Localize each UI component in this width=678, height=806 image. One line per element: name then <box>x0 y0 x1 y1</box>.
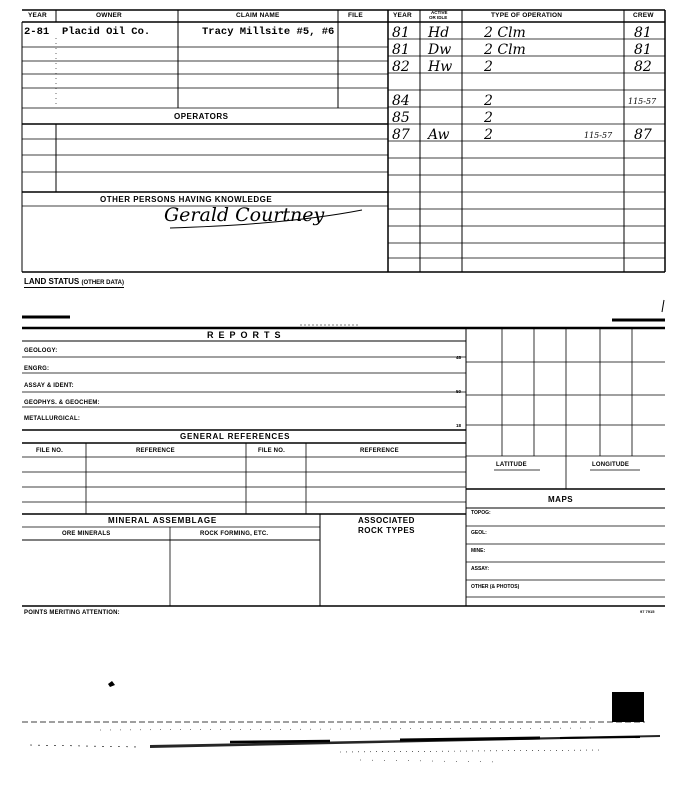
reference-header-1: REFERENCE <box>136 448 175 454</box>
land-status-label <box>24 278 124 288</box>
knowledge-signature: Gerald Courtney <box>164 204 325 226</box>
associated-rock-types-line1: ASSOCIATED <box>358 516 415 525</box>
general-references-title: GENERAL REFERENCES <box>180 432 291 441</box>
geophys-geochem-label: GEOPHYS. & GEOCHEM: <box>24 400 100 406</box>
reports-title: REPORTS <box>207 330 286 340</box>
points-meriting-attention-label: POINTS MERITING ATTENTION: <box>24 610 120 616</box>
work-row-type: 2 <box>484 59 493 75</box>
work-row-crew: 81 <box>634 42 652 58</box>
reports-number-50: 50 <box>456 389 462 394</box>
work-row-year: 82 <box>392 59 410 75</box>
crew-header: CREW <box>633 12 654 19</box>
land-status-main: LAND STATUS <box>24 277 80 286</box>
operators-title: OPERATORS <box>174 112 229 121</box>
type-of-operation-header: TYPE OF OPERATION <box>491 12 563 19</box>
work-row-crew: 82 <box>634 59 652 75</box>
work-row-year: 85 <box>392 110 410 126</box>
mine-label: MINE: <box>471 548 486 554</box>
work-row-year: 84 <box>392 93 410 109</box>
geology-label: GEOLOGY: <box>24 348 58 354</box>
form-code: 97 7915 <box>640 609 655 614</box>
engrg-label: ENGRG: <box>24 366 50 372</box>
other-photos-label: OTHER (& PHOTOS) <box>471 584 520 590</box>
land-status-sub: (OTHER DATA) <box>81 280 124 286</box>
work-row-year: 81 <box>392 42 410 58</box>
mineral-assemblage-title: MINERAL ASSEMBLAGE <box>108 516 218 525</box>
claim-year-header: YEAR <box>28 12 47 19</box>
work-row-status: Hd <box>428 25 450 41</box>
ore-minerals-header: ORE MINERALS <box>62 531 111 537</box>
work-row-note: 115-57 <box>584 131 613 140</box>
knowledge-title: OTHER PERSONS HAVING KNOWLEDGE <box>100 195 273 204</box>
assay-ident-label: ASSAY & IDENT: <box>24 383 74 389</box>
claim-entry-owner: Placid Oil Co. <box>62 26 151 38</box>
work-row-type: 2 Clm <box>484 42 526 58</box>
work-row-crew: 87 <box>634 127 652 143</box>
work-row-status: Dw <box>428 42 452 58</box>
claim-name-header: CLAIM NAME <box>236 12 280 19</box>
reports-number-18: 18 <box>456 423 462 428</box>
active-idle-header-line2: OR IDLE <box>429 15 448 20</box>
owner-header: OWNER <box>96 12 122 19</box>
file-no-header-2: FILE NO. <box>258 448 285 454</box>
work-row-status: Hw <box>428 59 453 75</box>
work-row-status: Aw <box>428 127 450 143</box>
metallurgical-label: METALLURGICAL: <box>24 416 81 422</box>
latitude-label: LATITUDE <box>496 462 527 468</box>
work-year-header: YEAR <box>393 12 412 19</box>
work-row-type: 2 <box>484 93 493 109</box>
topog-label: TOPOG: <box>471 510 491 516</box>
reference-header-2: REFERENCE <box>360 448 399 454</box>
longitude-label: LONGITUDE <box>592 462 630 468</box>
active-idle-header-line1: ACTIVE <box>431 10 448 15</box>
work-row-type: 2 <box>484 127 493 143</box>
file-no-header-1: FILE NO. <box>36 448 63 454</box>
reports-number-48: 48 <box>456 355 462 360</box>
work-row-year: 81 <box>392 25 410 41</box>
maps-title: MAPS <box>548 495 574 504</box>
file-header: FILE <box>348 12 363 19</box>
work-row-type: 2 <box>484 110 493 126</box>
assay-map-label: ASSAY: <box>471 566 490 572</box>
work-row-year: 87 <box>392 127 410 143</box>
work-row-crew: 81 <box>634 25 652 41</box>
claim-entry-year: 2-81 <box>24 26 50 38</box>
work-row-type: 2 Clm <box>484 25 526 41</box>
associated-rock-types-line2: ROCK TYPES <box>358 526 416 535</box>
rock-forming-header: ROCK FORMING, ETC. <box>200 531 269 537</box>
work-row-crew: 115-57 <box>628 97 657 106</box>
claim-entry-name: Tracy Millsite #5, #6 <box>202 26 335 38</box>
geol-label: GEOL: <box>471 530 487 536</box>
